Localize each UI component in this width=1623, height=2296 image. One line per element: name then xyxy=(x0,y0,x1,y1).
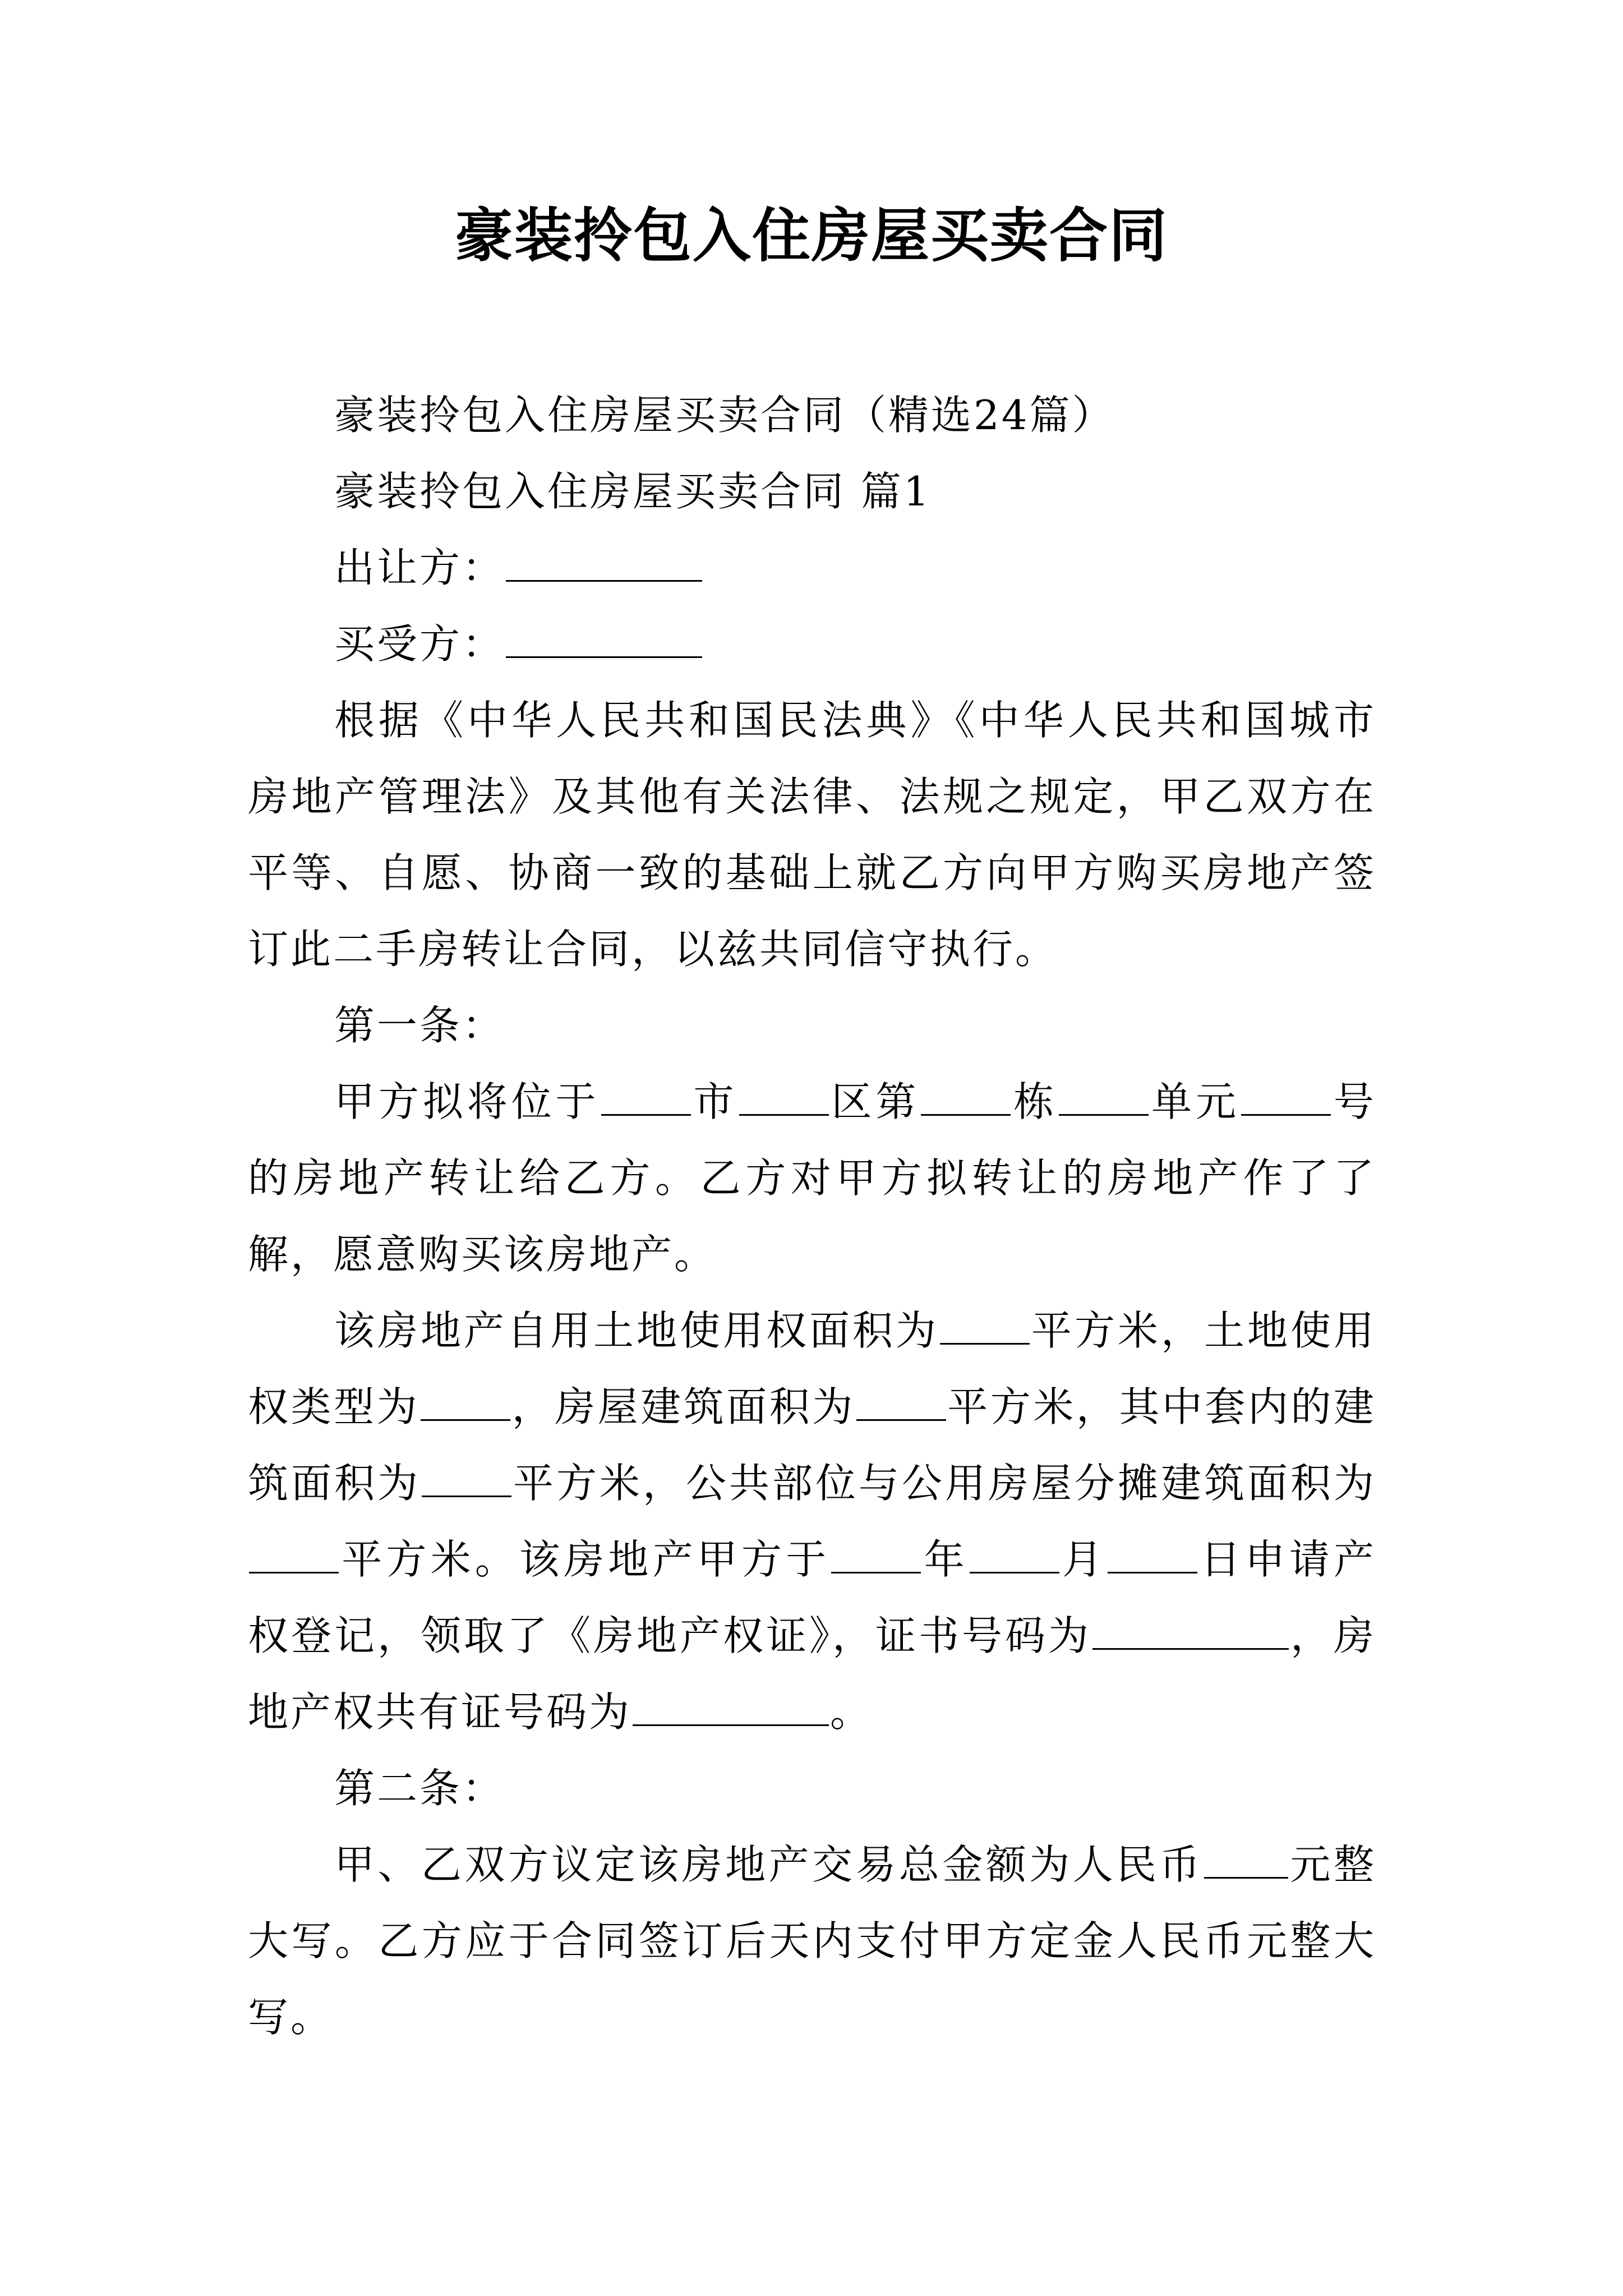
text-segment: 。 xyxy=(830,1688,873,1736)
text-segment: 日申请产权登记，领取了《房地产权证》，证书号码为 xyxy=(248,1536,1376,1659)
section-heading xyxy=(248,453,1376,530)
inner-area-blank xyxy=(422,1463,511,1497)
shared-area-blank xyxy=(249,1539,339,1573)
text-segment: 栋 xyxy=(1012,1078,1058,1125)
building-area-blank xyxy=(856,1387,946,1421)
seller-label: 出让方： xyxy=(334,544,505,591)
certificate-number-blank xyxy=(1092,1616,1289,1650)
preamble-paragraph xyxy=(248,682,1376,987)
city-blank xyxy=(601,1082,691,1116)
buyer-line xyxy=(248,606,1376,682)
text-segment: 年 xyxy=(922,1536,969,1583)
text-segment: 平方米，其中套内的建筑面积为 xyxy=(248,1383,1376,1507)
document-title: 豪装拎包入住房屋买卖合同 xyxy=(454,201,1168,270)
document-body xyxy=(248,377,1376,2055)
seller-line xyxy=(248,530,1376,606)
unit-blank xyxy=(1059,1082,1149,1116)
article1-heading xyxy=(248,987,1376,1064)
district-blank xyxy=(739,1082,829,1116)
text-segment: 该房地产自用土地使用权面积为 xyxy=(334,1307,939,1354)
text-segment: 甲、乙双方议定该房地产交易总金额为人民币 xyxy=(334,1841,1204,1888)
number-blank xyxy=(1241,1082,1331,1116)
amount-blank xyxy=(1204,1844,1288,1879)
text-segment: 区第 xyxy=(829,1078,920,1125)
text-segment: 甲方拟将位于 xyxy=(334,1078,600,1125)
preamble-text: 根据《中华人民共和国民法典》《中华人民共和国城市房地产管理法》及其他有关法律、法规之规定，甲乙双方在平等、自愿、协商一致的基础上就乙方向甲方购买房地产签订此二手房转让合同，以兹共同信守执行。 xyxy=(248,697,1376,973)
article2-heading-text: 第二条： xyxy=(334,1765,505,1812)
text-segment: 平方米，土地使用权类型为 xyxy=(248,1307,1376,1430)
land-type-blank xyxy=(421,1387,510,1421)
article1-paragraph2 xyxy=(248,1292,1376,1750)
article1-heading-text: 第一条： xyxy=(334,1002,505,1049)
intro-line xyxy=(248,377,1376,453)
month-blank xyxy=(970,1539,1059,1573)
text-segment: ，房屋建筑面积为 xyxy=(511,1383,855,1430)
section-heading-text: 豪装拎包入住房屋买卖合同 篇1 xyxy=(334,468,932,515)
intro-text: 豪装拎包入住房屋买卖合同（精选24篇） xyxy=(334,392,1115,439)
text-segment: 元整大写。乙方应于合同签订后天内支付甲方定金人民币元整大写。 xyxy=(248,1841,1376,2041)
day-blank xyxy=(1108,1539,1197,1573)
co-ownership-number-blank xyxy=(633,1692,829,1726)
text-segment: 平方米。该房地产甲方于 xyxy=(340,1536,831,1583)
buyer-label: 买受方： xyxy=(334,620,505,668)
text-segment: 市 xyxy=(691,1078,738,1125)
text-segment: 号的房地产转让给乙方。乙方对甲方拟转让的房地产作了了解，愿意购买该房地产。 xyxy=(248,1078,1376,1278)
land-area-blank xyxy=(940,1310,1030,1345)
seller-blank xyxy=(506,547,702,582)
article2-heading xyxy=(248,1750,1376,1826)
text-segment: 月 xyxy=(1060,1536,1107,1583)
text-segment: ，房地产权共有证号码为 xyxy=(248,1612,1376,1736)
text-segment: 单元 xyxy=(1150,1078,1240,1125)
article2-paragraph1 xyxy=(248,1826,1376,2055)
buyer-blank xyxy=(506,624,702,658)
text-segment: 平方米，公共部位与公用房屋分摊建筑面积为 xyxy=(513,1460,1376,1507)
year-blank xyxy=(831,1539,921,1573)
article1-paragraph1 xyxy=(248,1064,1376,1292)
building-blank xyxy=(921,1082,1011,1116)
